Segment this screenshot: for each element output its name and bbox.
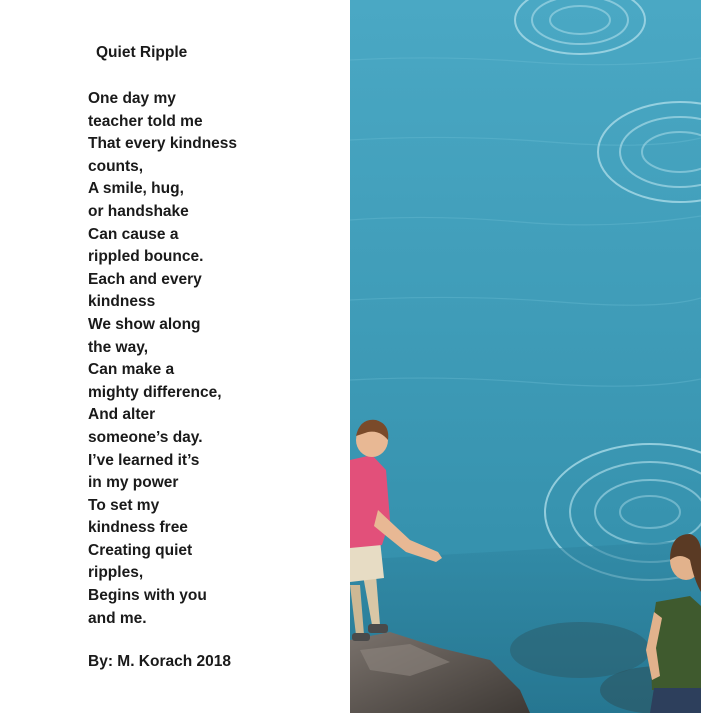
poem-line: the way,	[88, 338, 149, 356]
lake-scene-illustration	[350, 0, 701, 713]
poem-line: mighty difference,	[88, 383, 222, 401]
poem-line: And alter	[88, 406, 156, 424]
poem-line: Creating quiet	[88, 541, 193, 559]
poem-line: kindness free	[88, 519, 188, 537]
poem-line: Can cause a	[88, 225, 179, 243]
poem-line: teacher told me	[88, 112, 203, 130]
poem-line: Can make a	[88, 361, 175, 379]
poem-line: I’ve learned it’s	[88, 451, 200, 469]
poem-line: and me.	[88, 609, 147, 627]
poem-line: A smile, hug,	[88, 180, 184, 198]
poem-body	[88, 88, 237, 630]
poem-line: One day my	[88, 90, 176, 107]
poem-title: Quiet Ripple	[96, 44, 188, 61]
poem-line: ripples,	[88, 564, 144, 582]
poem-line: We show along	[88, 315, 201, 333]
poem-line: or handshake	[88, 202, 189, 220]
lake-photo	[350, 0, 701, 713]
poem-panel	[0, 0, 350, 713]
poem-line: someone’s day.	[88, 428, 203, 446]
poem-line: kindness	[88, 293, 156, 311]
poem-line: To set my	[88, 496, 160, 514]
poem-line: Begins with you	[88, 587, 207, 605]
poem-byline: By: M. Korach 2018	[88, 653, 231, 670]
poem-line: Each and every	[88, 270, 202, 288]
poem-line: in my power	[88, 474, 179, 492]
poem-line: That every kindness	[88, 135, 238, 153]
poem-line: rippled bounce.	[88, 248, 204, 266]
poem-line: counts,	[88, 157, 144, 175]
